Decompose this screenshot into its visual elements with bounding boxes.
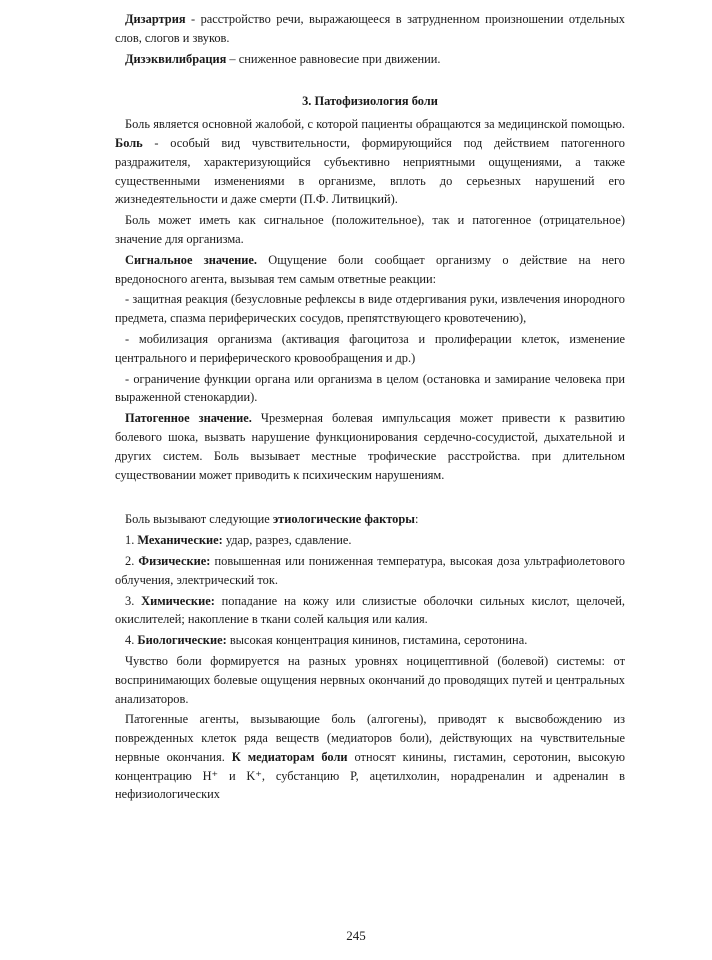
mediators-term: К медиаторам боли [231, 749, 348, 764]
factor-text: повышенная или пониженная температура, высокая доза ультрафиолетового облучения, электрический ток. [115, 553, 625, 587]
factor-number: 1. [125, 533, 138, 548]
factor-text: высокая концентрация кининов, гистамина, серотонина. [226, 633, 528, 648]
factors-intro-tail: : [414, 512, 419, 527]
definition-dysarthria [115, 10, 625, 48]
factors-intro-text: Боль вызывают следующие [125, 512, 273, 527]
algogens-text: Патогенные агенты, вызывающие боль (алгогены), приводят к высвобождению из поврежденных клеток ряда веществ (медиаторов боли), действующих на чувствительные нервные окончания. [115, 712, 625, 764]
pathogenic-meaning [115, 409, 625, 484]
text-dysarthria: - расстройство речи, выражающееся в затрудненном произношении отдельных слов, слогов и звуков. [115, 12, 625, 45]
algogens-paragraph [115, 710, 625, 804]
term-dysarthria: Дизартрия [125, 12, 186, 26]
signal-term: Сигнальное значение. [125, 252, 257, 267]
text-dysequilibrium: – сниженное равновесие при движении. [226, 51, 441, 66]
page-number: 245 [346, 928, 366, 943]
signal-item: - ограничение функции органа или организма в целом (остановка и замирание человека при выраженной стенокардии). [115, 371, 625, 405]
factor-item [115, 531, 625, 550]
paragraph-gap [115, 486, 625, 510]
signal-meaning [115, 251, 625, 289]
signal-text: Ощущение боли сообщает организму о действие на него вредоносного агента, вызывая тем самым ответные реакции: [115, 252, 626, 286]
factor-number: 3. [125, 593, 142, 608]
pathogenic-text: Чрезмерная болевая импульсация может привести к развитию болевого шока, вызвать нарушение функционирования сердечно-сосудистой, дыхательной и других систем. Боль вызывает местные трофические расстройства. при длительном существовании может приводить к психическим нарушениям. [115, 411, 625, 482]
factor-item [115, 592, 625, 630]
pain-formation: Чувство боли формируется на разных уровнях ноцицептивной (болевой) системы: от воспринимающих болевые ощущения нервных окончаний до проводящих путей и центральных анализаторов. [115, 653, 625, 706]
factor-term: Механические: [137, 533, 223, 548]
signal-item: - защитная реакция (безусловные рефлексы в виде отдергивания руки, извлечения инородного предмета, спазма периферических сосудов, препятствующего кровотечению), [115, 292, 625, 326]
document-page [115, 10, 625, 806]
factor-term: Биологические: [137, 633, 227, 648]
definition-dysequilibrium [115, 50, 625, 69]
section-title: 3. Патофизиология боли [302, 94, 438, 109]
term-dysequilibrium: Дизэквилибрация [125, 51, 227, 66]
factor-item [115, 631, 625, 650]
factor-term: Химические: [141, 593, 215, 608]
factor-term: Физические: [138, 553, 211, 568]
factor-text: удар, разрез, сдавление. [222, 533, 352, 548]
pain-meaning: Боль может иметь как сигнальное (положительное), так и патогенное (отрицательное) значение для организма. [115, 213, 625, 246]
pain-def-intro: Боль является основной жалобой, с которой пациенты обращаются за медицинской помощью. [125, 117, 625, 132]
factor-number: 4. [125, 633, 138, 648]
pathogenic-term: Патогенное значение. [125, 411, 252, 426]
mediators-text: относят кинины, гистамин, серотонин, высокую концентрацию H⁺ и K⁺, субстанцию P, ацетилхолин, норадреналин и адреналин в нефизиологических [115, 749, 625, 802]
pain-def-body: - особый вид чувствительности, формирующийся под действием патогенного раздражителя, характеризующийся субъективно неприятными ощущениями, а также существенными изменениями в организме, вплоть до серьезных нарушений его жизнедеятельности и даже смерти (П.Ф. Литвицкий). [115, 135, 625, 207]
factor-item [115, 552, 625, 590]
factor-text: попадание на кожу или слизистые оболочки сильных кислот, щелочей, окислителей; накопление в ткани солей кальция или калия. [115, 593, 626, 627]
factors-intro-term: этиологические факторы [272, 512, 415, 527]
pain-definition [115, 115, 625, 209]
factor-number: 2. [125, 553, 139, 568]
signal-item: - мобилизация организма (активация фагоцитоза и пролиферации клеток, изменение центрального и периферического кровообращения и др.) [115, 331, 625, 365]
factors-intro [115, 510, 625, 529]
pain-def-term: Боль [115, 135, 143, 150]
